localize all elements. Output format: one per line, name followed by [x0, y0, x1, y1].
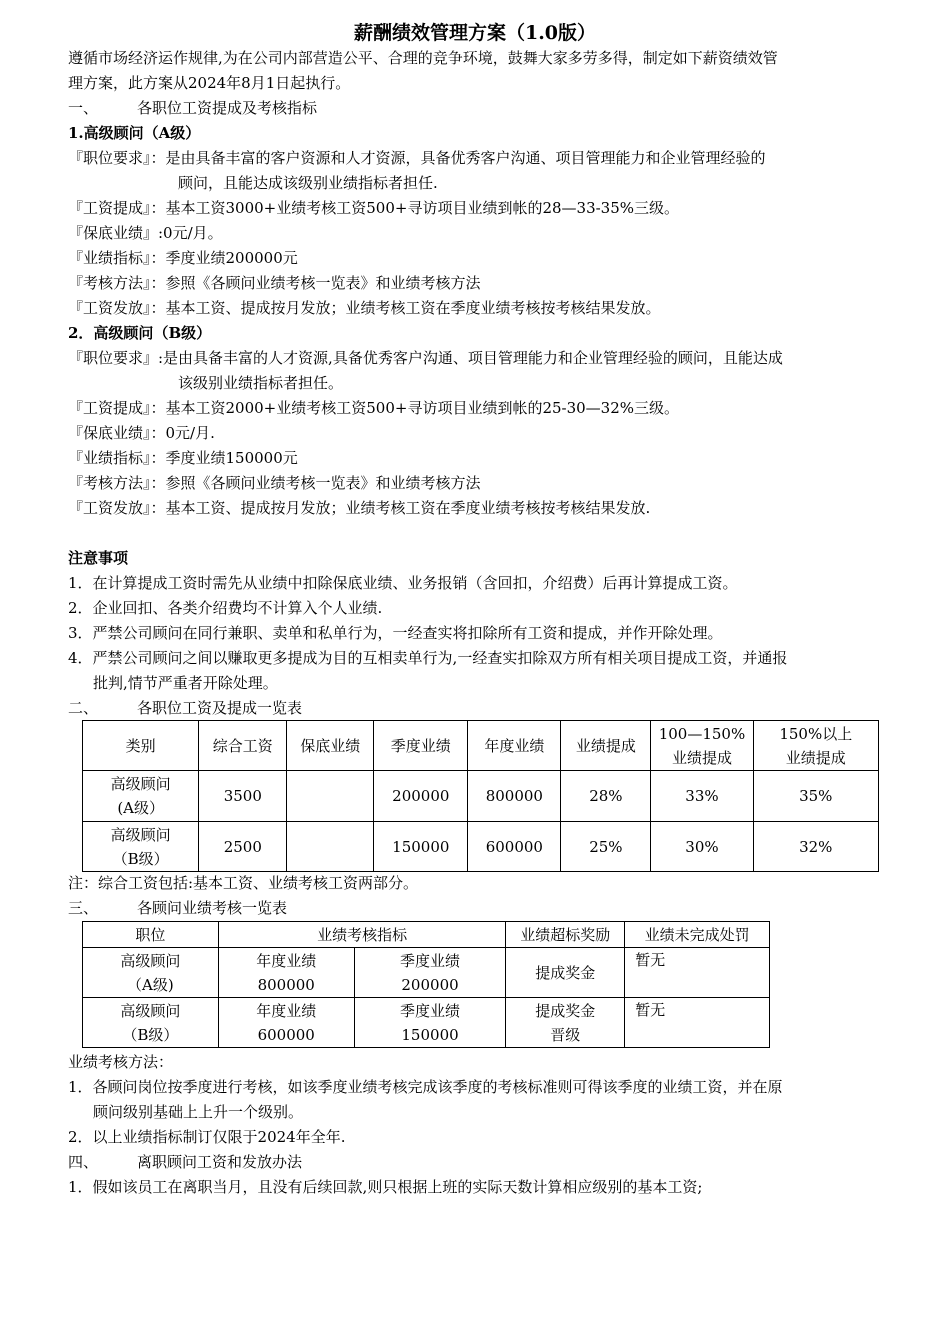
method-item-2: 2．以上业绩指标制订仅限于2024年全年. [68, 1128, 346, 1146]
level-a-method: 『考核方法』：参照《各顾问业绩考核一览表》和业绩考核方法 [68, 274, 481, 292]
cell-line: 晋级 [550, 1025, 581, 1044]
table-cell: 25% [561, 822, 651, 872]
method-heading: 业绩考核方法： [68, 1053, 174, 1071]
notes-heading: 注意事项 [68, 549, 129, 567]
table-row [83, 948, 770, 998]
header-line: 业绩提成 [785, 748, 846, 767]
table-cell: 800000 [468, 771, 561, 822]
section-3-number: 三、 [68, 899, 99, 917]
position-cell [83, 948, 219, 998]
table-cell: 30% [651, 822, 753, 872]
cell-line: 提成奖金 [535, 963, 596, 982]
section-4-number: 四、 [68, 1153, 99, 1171]
section-2-number: 二、 [68, 699, 99, 717]
quarter-target-cell [354, 998, 506, 1048]
table-cell: 3500 [199, 771, 287, 822]
category-line: 高级顾问 [110, 775, 171, 793]
cell-line: 季度业绩 [400, 1001, 461, 1020]
header-cell: 职位 [83, 922, 219, 948]
level-b-target: 『业绩指标』：季度业绩150000元 [68, 449, 298, 467]
cell-line: 800000 [257, 975, 315, 994]
header-cell: 综合工资 [199, 721, 287, 771]
table-cell: 150000 [374, 822, 468, 872]
level-b-method: 『考核方法』：参照《各顾问业绩考核一览表》和业绩考核方法 [68, 474, 481, 492]
table-cell: 200000 [374, 771, 468, 822]
header-cell [753, 721, 878, 771]
cell-line: 200000 [401, 975, 459, 994]
note-item-1: 1．在计算提成工资时需先从业绩中扣除保底业绩、业务报销（含回扣，介绍费）后再计算提成工资。 [68, 574, 738, 592]
table-cell [287, 822, 374, 872]
note-item-2: 2．企业回扣、各类介绍费均不计算入个人业绩. [68, 599, 383, 617]
table-cell [287, 771, 374, 822]
header-cell: 季度业绩 [374, 721, 468, 771]
category-line: （B级） [112, 849, 169, 868]
header-cell [651, 721, 753, 771]
level-a-requirement: 『职位要求』：是由具备丰富的客户资源和人才资源，具备优秀客户沟通、项目管理能力和企业管理经验的 [68, 149, 766, 167]
cell-line: 季度业绩 [400, 951, 461, 970]
method-item-1: 1．各顾问岗位按季度进行考核，如该季度业绩考核完成该季度的考核标准则可得该季度的业绩工资，并在原 [68, 1078, 783, 1096]
section-2-title: 各职位工资及提成一览表 [137, 699, 303, 717]
table-row [83, 822, 879, 872]
level-a-base: 『保底业绩』:0元/月。 [68, 224, 223, 242]
cell-line: 年度业绩 [256, 951, 317, 970]
cell-line: 600000 [257, 1025, 315, 1044]
header-cell: 业绩未完成处罚 [625, 922, 770, 948]
table-cell: 2500 [199, 822, 287, 872]
header-cell: 保底业绩 [287, 721, 374, 771]
position-line: （A级) [127, 975, 174, 994]
header-cell: 年度业绩 [468, 721, 561, 771]
header-cell: 类别 [83, 721, 199, 771]
annual-target-cell [218, 998, 354, 1048]
cell-line: 提成奖金 [535, 1001, 596, 1020]
position-line: （B级） [122, 1025, 179, 1044]
level-b-requirement: 『职位要求』:是由具备丰富的人才资源,具备优秀客户沟通、项目管理能力和企业管理经验的顾问，且能达成 [68, 349, 783, 367]
section-3-title: 各顾问业绩考核一览表 [137, 899, 288, 917]
salary-table-note: 注：综合工资包括:基本工资、业绩考核工资两部分。 [68, 874, 419, 892]
category-line: (A级） [117, 799, 164, 817]
level-b-issue: 『工资发放』：基本工资、提成按月发放；业绩考核工资在季度业绩考核按考核结果发放. [68, 499, 651, 517]
level-a-heading: 1.高级顾问（A级） [68, 124, 201, 142]
level-a-target: 『业绩指标』：季度业绩200000元 [68, 249, 298, 267]
section-4-title: 离职顾问工资和发放办法 [137, 1153, 303, 1171]
annual-target-cell [218, 948, 354, 998]
assessment-table-header [83, 922, 770, 948]
table-row [83, 998, 770, 1048]
header-line: 150%以上 [779, 724, 853, 743]
intro-line-1: 遵循市场经济运作规律,为在公司内部营造公平、合理的竞争环境，鼓舞大家多劳多得，制定如下薪资绩效管 [68, 49, 778, 67]
level-a-issue: 『工资发放』：基本工资、提成按月发放；业绩考核工资在季度业绩考核按考核结果发放。 [68, 299, 661, 317]
leave-item-1: 1．假如该员工在离职当月，且没有后续回款,则只根据上班的实际天数计算相应级别的基本工资; [68, 1178, 703, 1196]
table-cell: 32% [753, 822, 878, 872]
quarter-target-cell [354, 948, 506, 998]
salary-table [82, 720, 879, 872]
level-b-pay: 『工资提成』：基本工资2000+业绩考核工资500+寻访项目业绩到帐的25-30—32%三级。 [68, 399, 680, 417]
method-item-1-cont: 顾问级别基础上上升一个级别。 [93, 1103, 304, 1121]
header-cell: 业绩提成 [561, 721, 651, 771]
note-item-3: 3．严禁公司顾问在同行兼职、卖单和私单行为，一经查实将扣除所有工资和提成，并作开除处理。 [68, 624, 723, 642]
table-cell: 600000 [468, 822, 561, 872]
section-1-title: 各职位工资提成及考核指标 [137, 99, 318, 117]
level-b-requirement-cont: 该级别业绩指标者担任。 [178, 374, 344, 392]
document-title: 薪酬绩效管理方案（1.0版） [353, 22, 597, 44]
level-a-pay: 『工资提成』：基本工资3000+业绩考核工资500+寻访项目业绩到帐的28—33-35%三级。 [68, 199, 680, 217]
salary-table-header [83, 721, 879, 771]
reward-cell [506, 998, 625, 1048]
position-line: 高级顾问 [120, 951, 181, 970]
table-cell: 28% [561, 771, 651, 822]
header-cell: 业绩考核指标 [218, 922, 506, 948]
table-cell: 33% [651, 771, 753, 822]
level-b-heading: 2．高级顾问（B级） [68, 324, 212, 342]
section-1-number: 一、 [68, 99, 99, 117]
table-row [83, 771, 879, 822]
penalty-cell: 暂无 [625, 948, 770, 998]
cell-line: 150000 [401, 1025, 459, 1044]
level-b-base: 『保底业绩』：0元/月. [68, 424, 215, 442]
assessment-table [82, 921, 770, 1048]
reward-cell [506, 948, 625, 998]
category-line: 高级顾问 [110, 825, 171, 844]
note-item-4: 4．严禁公司顾问之间以赚取更多提成为目的互相卖单行为,一经查实扣除双方所有相关项目提成工资，并通报 [68, 649, 788, 667]
cell-line: 年度业绩 [256, 1001, 317, 1020]
level-a-requirement-cont: 顾问，且能达成该级别业绩指标者担任. [178, 174, 438, 192]
header-line: 业绩提成 [671, 748, 732, 767]
table-cell: 35% [753, 771, 878, 822]
header-cell: 业绩超标奖励 [506, 922, 625, 948]
note-item-4-cont: 批判,情节严重者开除处理。 [93, 674, 278, 692]
penalty-cell: 暂无 [625, 998, 770, 1048]
position-cell [83, 998, 219, 1048]
position-line: 高级顾问 [120, 1001, 181, 1020]
category-cell [83, 771, 199, 822]
header-line: 100—150% [658, 724, 746, 743]
category-cell [83, 822, 199, 872]
intro-line-2: 理方案，此方案从2024年8月1日起执行。 [68, 74, 351, 92]
